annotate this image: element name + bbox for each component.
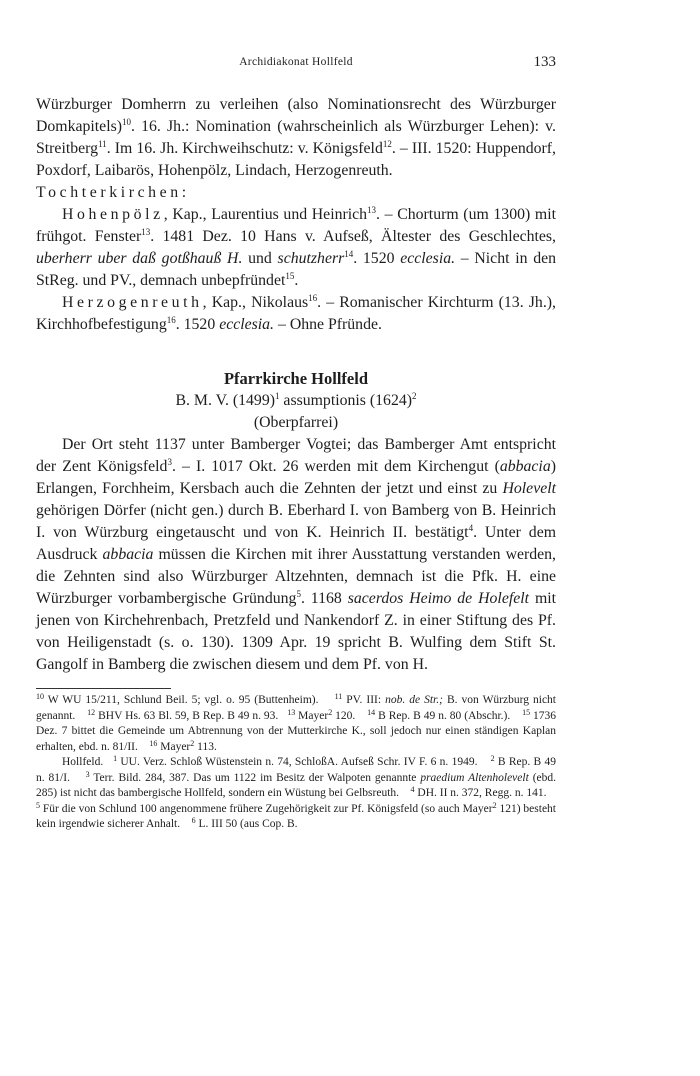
entry-hohenpoelz: Hohenpölz, Kap., Laurentius und Heinrich$^{13}$. – Chorturm (um 1300) mit frühgot. Fenster$^{13}$. 1481 Dez. 10 Hans v. Aufseß, Ältester des Geschlechtes, uberherr uber daß gotßhauß H. und schutzherr$^{14}$. 1520 ecclesia. – Nicht in den StReg. und PV., demnach unbepfründet$^{15}$. (36, 205, 557, 289)
paragraph-intro: Würzburger Domherrn zu verleihen (also Nominationsrecht des Würzburger Domkapitels)$^{10}$. 16. Jh.: Nomination (wahrscheinlich als Würzburger Lehen): v. Streitberg$^{11}$. Im 16. Jh. Kirchweihschutz: v. Königsfeld$^{12}$. – III. 1520: Huppendorf, Poxdorf, Laibarös, Hohenpölz, Lindach, Herzogenreuth. (36, 96, 557, 179)
footnote-divider (36, 688, 171, 689)
place-name: Herzogenreuth (62, 294, 203, 311)
page-number: 133 (533, 54, 556, 70)
parish-heading-block (36, 368, 556, 434)
footnote-ref[interactable]: 3 (167, 457, 172, 467)
footnotes (36, 693, 556, 833)
footnote-ref[interactable]: 4 (468, 523, 474, 533)
footnote-group-hollfeld: Hollfeld. $^1$ UU. Verz. Schloß Wüstenstein n. 74, SchloßA. Aufseß Schr. IV F. 6 n. 1949. $^2$ B Rep. B 49 n. 81/I. $^3$ Terr. Bild. 284, 387. Das um 1122 im Besitz der Walpoten genannte praedium Altenholevelt (ebd. 285) ist nicht das bambergische Hollfeld, sondern ein Wüstung bei Gelbsreuth. $^4$ DH. II n. 372, Regg. n. 141. (36, 754, 557, 799)
footnote-ref[interactable]: 13 (141, 227, 151, 237)
footnote-ref[interactable]: 10 (122, 117, 131, 127)
paragraph-main: Der Ort steht 1137 unter Bamberger Vogtei; das Bamberger Amt entspricht der Zent Königsfeld$^3$. – I. 1017 Okt. 26 werden mit dem Kirchengut (abbacia) Erlangen, Forchheim, Kersbach auch die Zehnten der jetzt und einst zu Holevelt gehörigen Dörfer (nicht gen.) durch B. Eberhard I. von Bamberg von B. Heinrich I. von Würzburg eingetauscht und von K. Heinrich II. bestätigt$^4$. Unter dem Ausdruck abbacia müssen die Kirchen mit ihrer Ausstattung verstanden werden, die Zehnten sind also Würzburger Altzehnten, demnach ist die Pfk. H. eine Würzburger vorbambergische Gründung$^5$. 1168 sacerdos Heimo de Holefelt mit jenen von Kirchehrenbach, Pretzfeld und Nankendorf Z. in einer Stiftung des Pf. von Heiligenstadt (s. o. 130). 1309 Apr. 19 spricht B. Wulfing dem Stift St. Gangolf in Bamberg die zwischen diesem und dem Pf. von H. (36, 436, 557, 673)
footnote-section-label: Hollfeld. (62, 756, 104, 768)
section-heading-tochterkirchen: Tochterkirchen: (36, 184, 190, 201)
footnote-ref[interactable]: 16 (308, 293, 318, 303)
entry-herzogenreuth: Herzogenreuth, Kap., Nikolaus$^{16}$. – Romanischer Kirchturm (13. Jh.), Kirchhofbefestigung$^{16}$. 1520 ecclesia. – Ohne Pfründe. (36, 293, 556, 333)
footnote-ref[interactable]: 15 (285, 271, 295, 281)
footnote-ref[interactable]: 12 (382, 139, 392, 149)
footnote-ref[interactable]: 16 (166, 315, 176, 325)
footnote-ref[interactable]: 1 (274, 391, 280, 401)
footnote-ref[interactable]: 14 (344, 249, 354, 259)
footnote-ref[interactable]: 11 (98, 139, 107, 149)
parish-subtitle: (Oberpfarrei) (253, 414, 339, 431)
running-header (36, 54, 556, 74)
footnote-ref[interactable]: 13 (367, 205, 377, 215)
footnote-group-1: $^{10}$ W WU 15/211, Schlund Beil. 5; vgl. o. 95 (Buttenheim). $^{11}$ PV. III: nob. de Str.; B. von Würzburg nicht genannt. $^{12}$ BHV Hs. 63 Bl. 59, B Rep. B 49 n. 93. $^{13}$ Mayer$^2$ 120. $^{14}$ B Rep. B 49 n. 80 (Abschr.). $^{15}$ 1736 Dez. 7 bittet die Gemeinde um Abtrennung von der Mutterkirche K., soll jedoch nur einen ständigen Kaplan erhalten, ebd. n. 81/II. $^{16}$ Mayer$^2$ 113. (36, 692, 557, 753)
footnote-ref[interactable]: 5 (296, 589, 301, 599)
parish-title: Pfarrkirche Hollfeld (223, 369, 369, 388)
footnote-ref[interactable]: 2 (412, 391, 417, 401)
main-text (36, 94, 556, 833)
parish-dedication: B. M. V. $(1499)^1$ assumptionis $(1624)^2$ (175, 391, 417, 409)
running-title: Archidiakonat Hollfeld (239, 56, 353, 68)
footnote-group-2: $^5$ Für die von Schlund 100 angenommene frühere Zugehörigkeit zur Pf. Königsfeld (so auch Mayer$^2$ 121) besteht kein irgendwie sicherer Anhalt. $^6$ L. III 50 (aus Cop. B. (36, 800, 557, 830)
place-name: Hohenpölz (62, 206, 164, 223)
